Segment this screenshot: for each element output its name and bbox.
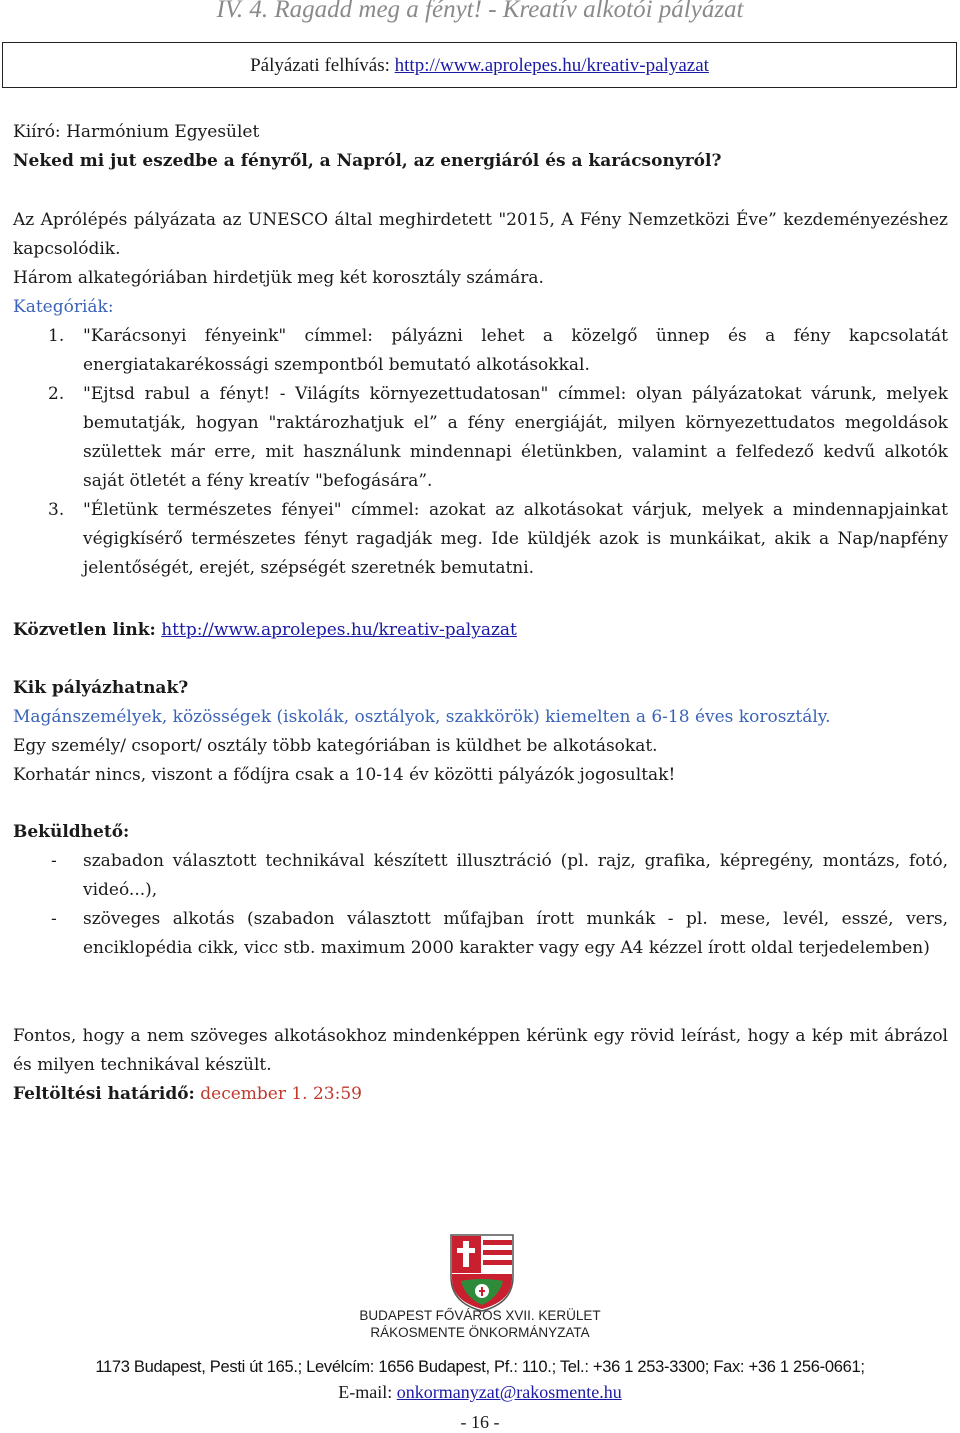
category-text: "Karácsonyi fényeink" címmel: pályázni lehet a közelgő ünnep és a fény kapcsolatát energiatakarékossági szempontból bemutató alkotásokkal. [83, 326, 948, 375]
submittable-item-1 [13, 847, 948, 905]
category-number: 3. [48, 500, 65, 520]
deadline-value: december 1. 23:59 [200, 1084, 362, 1104]
category-number: 2. [48, 384, 65, 404]
submittable-text: szabadon választott technikával készített illusztráció (pl. rajz, grafika, képregény, montázs, fotó, videó...), [83, 851, 948, 900]
note-block [13, 1022, 948, 1109]
office-name-line1: BUDAPEST FŐVÁROS XVII. KERÜLET [359, 1308, 601, 1323]
coat-of-arms-icon [449, 1233, 515, 1313]
eligibility-heading: Kik pályázhatnak? [13, 678, 189, 698]
category-text: "Ejtsd rabul a fényt! - Világíts környezettudatosan" címmel: olyan pályázatokat várunk, melyek bemutatják, hogyan "raktározhatjuk el” a fény energiáját, milyen környezettudatos megoldások születtek már erre, mit használunk mindennapi életünkben, valamint a felfedező kedvű alkotók saját ötletét a fény kreatív "befogására”. [83, 384, 948, 491]
category-number: 1. [48, 326, 65, 346]
call-label: Pályázati felhívás: [250, 55, 390, 76]
eligibility-line: Korhatár nincs, viszont a fődíjra csak a 10-14 év közötti pályázók jogosultak! [13, 765, 676, 785]
category-item-2 [13, 380, 948, 496]
eligibility-block [13, 674, 948, 790]
category-item-3 [13, 496, 948, 583]
intro-paragraph: Az Aprólépés pályázata az UNESCO által meghirdetett "2015, A Fény Nemzetközi Éve” kezdeményezéshez kapcsolódik. [13, 210, 948, 259]
direct-link-url[interactable]: http://www.aprolepes.hu/kreativ-palyazat [161, 620, 517, 640]
submittable-block [13, 818, 948, 963]
call-box [2, 42, 957, 88]
call-link[interactable]: http://www.aprolepes.hu/kreativ-palyazat [394, 55, 709, 76]
tagline: Neked mi jut eszedbe a fényről, a Napról, az energiáról és a karácsonyról? [13, 151, 722, 171]
email-label: E-mail: [338, 1382, 393, 1402]
category-item-1 [13, 322, 948, 380]
main-content [13, 118, 948, 176]
submittable-text: szöveges alkotás (szabadon választott műfajban írott munkák - pl. mese, levél, esszé, vers, enciklopédia cikk, vicc stb. maximum 2000 karakter vagy egy A4 kézzel írott oldal terjedelemben) [83, 909, 948, 958]
submittable-item-2 [13, 905, 948, 963]
bullet-dash: - [51, 909, 57, 929]
contact-line: 1173 Budapest, Pesti út 165.; Levélcím: 1656 Budapest, Pf.: 110.; Tel.: +36 1 253-3300; Fax: +36 1 256-0661; [95, 1358, 865, 1376]
direct-link-line [13, 616, 948, 645]
issuer: Kiíró: Harmónium Egyesület [13, 122, 260, 142]
deadline-line [13, 1080, 948, 1109]
category-text: "Életünk természetes fényei" címmel: azokat az alkotásokat várjuk, melyek a mindennapjainkat végigkísérő természetes fényt ragadják meg. Ide küldjék azok is munkáikat, akik a Nap/napfény jelentőségét, erejét, szépségét szeretnék bemutatni. [83, 500, 948, 578]
categories-heading: Kategóriák: [13, 297, 114, 317]
intro-block [13, 206, 948, 583]
deadline-label: Feltöltési határidő: [13, 1084, 195, 1104]
email-line [30, 1382, 930, 1403]
page-header-title: IV. 4. Ragadd meg a fényt! - Kreatív alkotói pályázat [216, 0, 744, 23]
page-number: - 16 - [460, 1412, 500, 1432]
intro-line: Három alkategóriában hirdetjük meg két korosztály számára. [13, 268, 544, 288]
email-link[interactable]: onkormanyzat@rakosmente.hu [396, 1382, 622, 1402]
bullet-dash: - [51, 851, 57, 871]
direct-link-label: Közvetlen link: [13, 620, 156, 640]
eligibility-line: Magánszemélyek, közösségek (iskolák, osztályok, szakkörök) kiemelten a 6-18 éves korosztály. [13, 707, 831, 727]
eligibility-line: Egy személy/ csoport/ osztály több kategóriában is küldhet be alkotásokat. [13, 736, 658, 756]
office-name-line2: RÁKOSMENTE ÖNKORMÁNYZATA [370, 1325, 590, 1340]
submittable-heading: Beküldhető: [13, 822, 130, 842]
note-paragraph: Fontos, hogy a nem szöveges alkotásokhoz mindenképpen kérünk egy rövid leírást, hogy a kép mit ábrázol és milyen technikával készült. [13, 1026, 948, 1075]
